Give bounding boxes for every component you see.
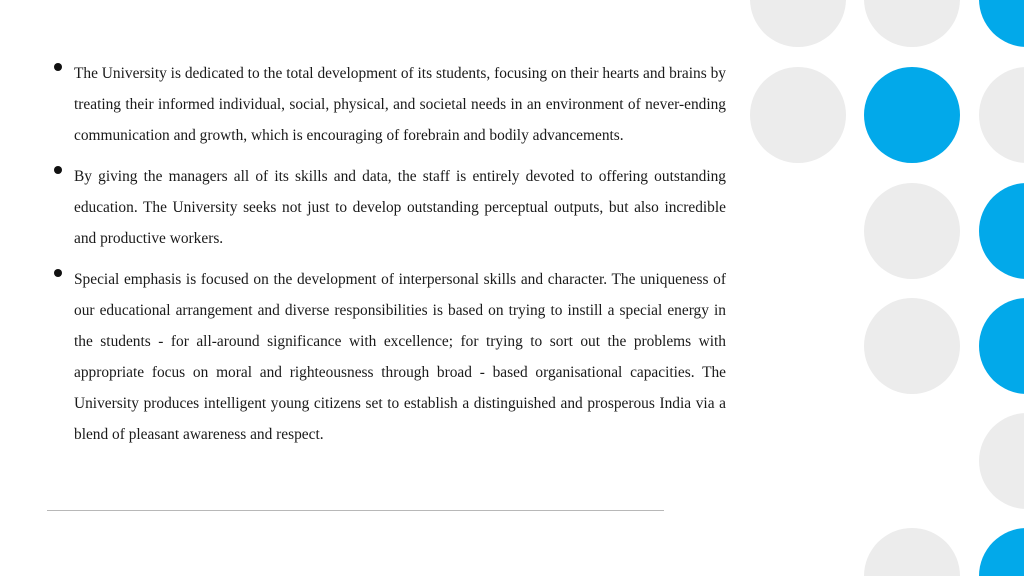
bullet-dot-icon (54, 269, 62, 277)
decorative-circle (979, 298, 1024, 394)
bullet-text: The University is dedicated to the total development of its students, focusing on their hearts and brains by treating their informed individual, social, physical, and societal needs in an environment of never-ending communication and growth, which is encouraging of forebrain and bodily advancements. (74, 65, 726, 144)
decorative-circle (864, 298, 960, 394)
bullet-item (48, 161, 726, 254)
bullet-text: Special emphasis is focused on the development of interpersonal skills and character. The uniqueness of our educational arrangement and diverse responsibilities is based on trying to instill a special energy in the students - for all-around significance with excellence; for trying to sort out the problems with appropriate focus on moral and righteousness through broad - based organisational capacities. The University produces intelligent young citizens set to establish a distinguished and prosperous India via a blend of pleasant awareness and respect. (74, 271, 726, 443)
decorative-circle (979, 0, 1024, 47)
decorative-circle (979, 183, 1024, 279)
decorative-circle (864, 0, 960, 47)
decorative-circle (864, 183, 960, 279)
decorative-circle (979, 528, 1024, 576)
decorative-circle (864, 528, 960, 576)
bullet-dot-icon (54, 63, 62, 71)
decorative-circle (864, 67, 960, 163)
divider-line (47, 510, 664, 511)
bullet-item (48, 264, 726, 450)
bullet-text: By giving the managers all of its skills and data, the staff is entirely devoted to offering outstanding education. The University seeks not just to develop outstanding perceptual outputs, but also incredible and productive workers. (74, 168, 726, 247)
bullet-list (48, 58, 726, 460)
decorative-circle (979, 413, 1024, 509)
bullet-item (48, 58, 726, 151)
decorative-circle (750, 0, 846, 47)
decorative-circle (750, 67, 846, 163)
decorative-circle (979, 67, 1024, 163)
bullet-dot-icon (54, 166, 62, 174)
